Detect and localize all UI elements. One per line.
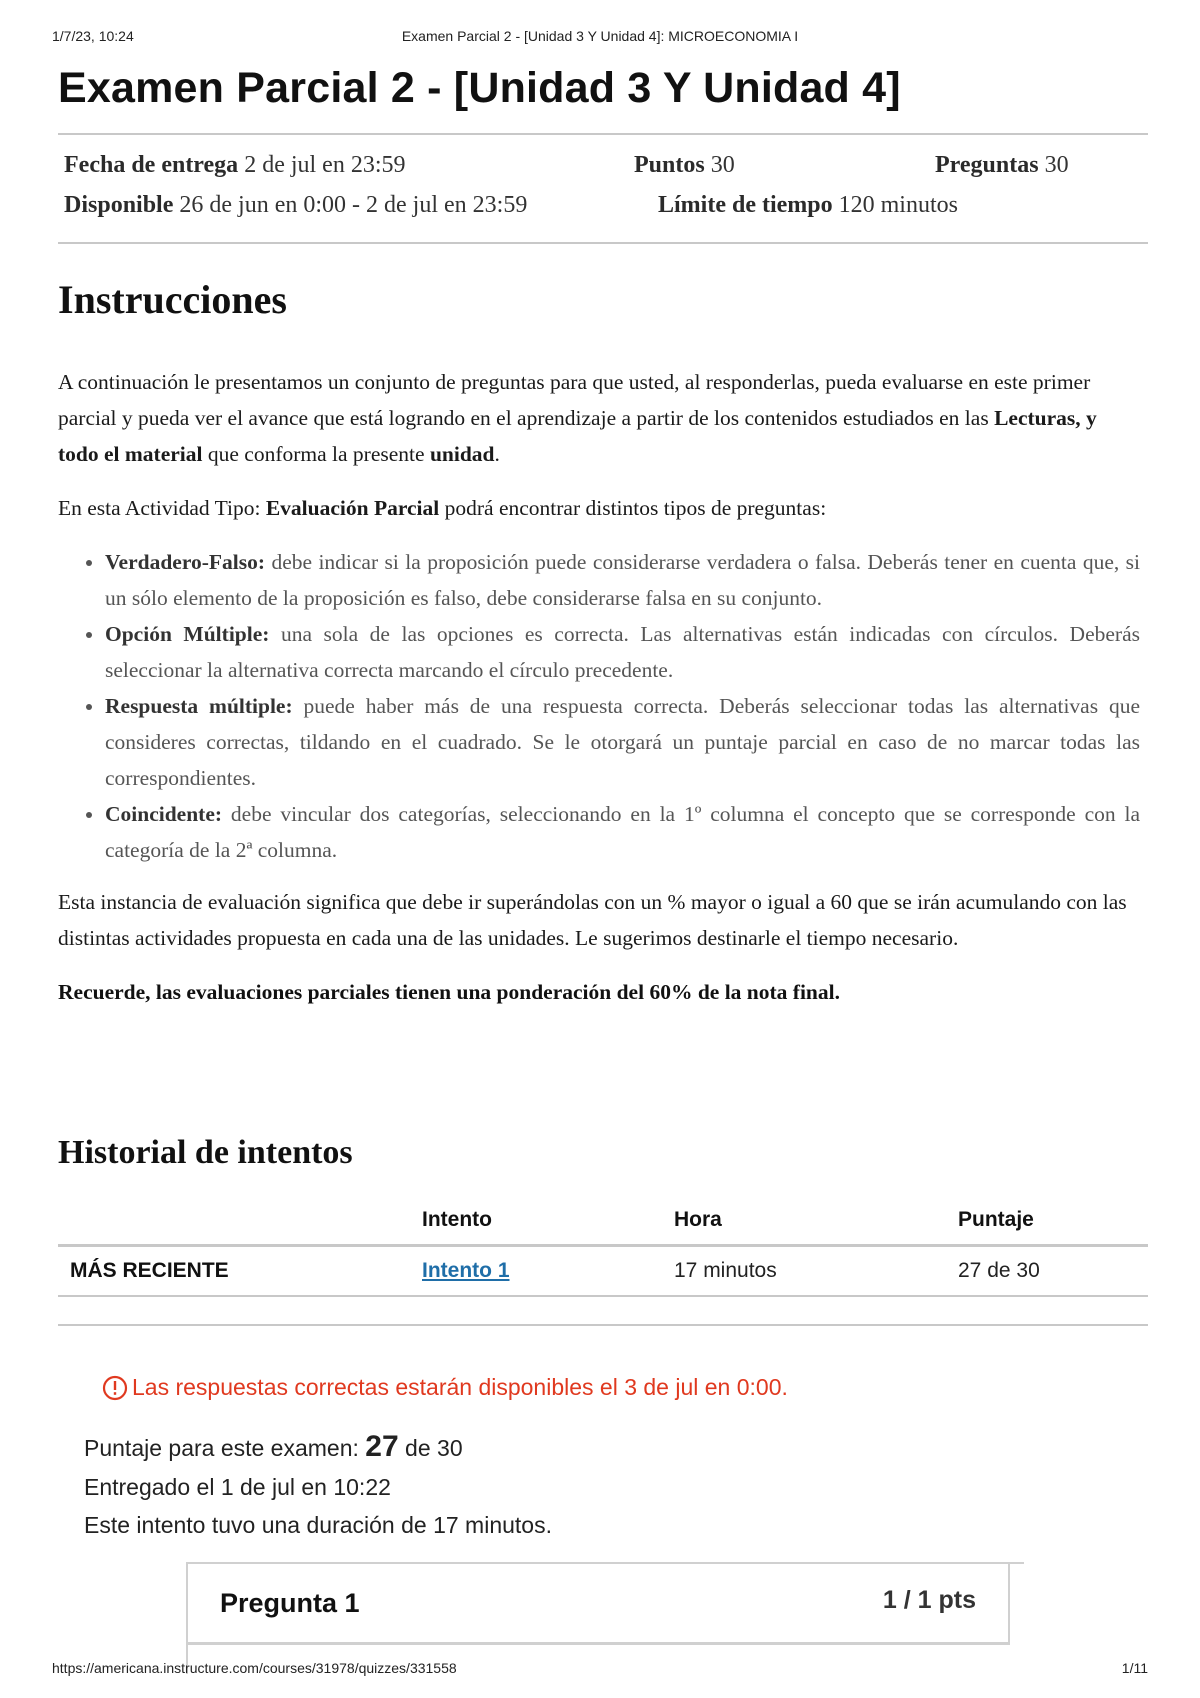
attempt-duration: Este intento tuvo una duración de 17 minutos. xyxy=(84,1512,552,1538)
notice-text: Las respuestas correctas estarán disponibles el 3 de jul en 0:00. xyxy=(132,1374,788,1400)
points-value: 30 xyxy=(710,152,735,178)
type-description: puede haber más de una respuesta correcta. Deberás seleccionar todas las alternativas que consideres correctas, tildando en el cuadrado. Se le otorgará un puntaje parcial en caso de no marcar todas las correspondientes. xyxy=(105,694,1140,790)
time-limit-label: Límite de tiempo xyxy=(658,192,833,218)
types-intro-text-2: podrá encontrar distintos tipos de preguntas: xyxy=(439,496,827,520)
column-header-attempt: Intento xyxy=(410,1196,662,1246)
divider-meta xyxy=(58,242,1148,244)
intro-text: A continuación le presentamos un conjunto de preguntas para que usted, al responderlas, pueda evaluarse en este primer parcial y pueda ver el avance que está logrando en el aprendizaje a partir de los contenidos estudiados en las xyxy=(58,370,1091,430)
history-heading: Historial de intentos xyxy=(58,1134,353,1171)
intro-text-2: que conforma la presente xyxy=(202,442,430,466)
intro-text-3: . xyxy=(494,442,500,466)
list-item xyxy=(105,688,1140,796)
print-page-number: 1/11 xyxy=(1121,1660,1148,1676)
types-intro-bold: Evaluación Parcial xyxy=(265,496,440,520)
table-header-row xyxy=(58,1196,1148,1246)
type-description: debe indicar si la proposición puede considerarse verdadera o falsa. Deberás tener en cuenta que, si un sólo elemento de la proposición es falso, debe considerarse falsa en su conjunto. xyxy=(105,550,1140,610)
quiz-due-date xyxy=(64,152,406,179)
print-datetime: 1/7/23, 10:24 xyxy=(52,28,134,44)
quiz-question-count xyxy=(935,152,1069,179)
list-item xyxy=(105,616,1140,688)
attempt-link[interactable]: Intento 1 xyxy=(422,1259,510,1282)
questions-label: Preguntas xyxy=(935,152,1039,178)
type-name: Respuesta múltiple: xyxy=(105,694,293,718)
intro-bold-unit: unidad xyxy=(429,442,495,466)
attempt-history-table xyxy=(58,1196,1148,1297)
available-label: Disponible xyxy=(64,192,174,218)
type-description: una sola de las opciones es correcta. Las alternativas están indicadas con círculos. Deberás seleccionar la alternativa correcta marcando el círculo precedente. xyxy=(105,622,1140,682)
divider-results xyxy=(58,1324,1148,1326)
question-points: 1 / 1 pts xyxy=(882,1586,976,1614)
time-limit-value: 120 minutos xyxy=(838,192,958,218)
attempt-cell xyxy=(410,1246,662,1297)
column-header-empty xyxy=(58,1196,410,1246)
questions-value: 30 xyxy=(1044,152,1069,178)
score-total: de 30 xyxy=(398,1435,463,1461)
instructions-paragraph-intro xyxy=(58,364,1140,472)
column-header-score: Puntaje xyxy=(946,1196,1148,1246)
print-footer xyxy=(52,1660,1148,1680)
divider-top xyxy=(58,133,1148,135)
quiz-points xyxy=(634,152,735,179)
print-document-title: Examen Parcial 2 - [Unidad 3 Y Unidad 4]: MICROECONOMIA I xyxy=(401,28,799,44)
points-label: Puntos xyxy=(634,152,705,178)
quiz-time-limit xyxy=(658,192,958,219)
type-name: Opción Múltiple: xyxy=(105,622,270,646)
page-title: Examen Parcial 2 - [Unidad 3 Y Unidad 4] xyxy=(58,64,901,112)
column-header-time: Hora xyxy=(662,1196,946,1246)
types-intro-text: En esta Actividad Tipo: xyxy=(58,496,266,520)
question-title: Pregunta 1 xyxy=(220,1588,360,1618)
submitted-at: Entregado el 1 de jul en 10:22 xyxy=(84,1474,391,1500)
score-label: Puntaje para este examen: xyxy=(84,1435,366,1461)
instructions-body xyxy=(58,364,1140,1028)
instructions-final-note: Recuerde, las evaluaciones parciales tienen una ponderación del 60% de la nota final. xyxy=(58,980,840,1004)
type-name: Coincidente: xyxy=(105,802,223,826)
row-label-latest: MÁS RECIENTE xyxy=(58,1246,410,1297)
due-value: 2 de jul en 23:59 xyxy=(244,152,406,178)
intro-bold-readings: Lecturas, y todo el material xyxy=(58,406,1097,466)
quiz-availability xyxy=(64,192,527,219)
question-card xyxy=(186,1562,1024,1674)
due-label: Fecha de entrega xyxy=(64,152,239,178)
instructions-heading: Instrucciones xyxy=(58,277,287,322)
list-item xyxy=(105,544,1140,616)
print-header xyxy=(52,28,1148,48)
exam-score xyxy=(84,1430,463,1464)
question-types-list xyxy=(58,544,1140,868)
instructions-paragraph-types xyxy=(58,490,1140,526)
available-value: 26 de jun en 0:00 - 2 de jul en 23:59 xyxy=(179,192,528,218)
score-value: 27 xyxy=(365,1430,399,1463)
type-description: debe vincular dos categorías, seleccionando en la 1º columna el concepto que se corresponde con la categoría de la 2ª columna. xyxy=(105,802,1140,862)
time-cell: 17 minutos xyxy=(662,1246,946,1297)
instructions-paragraph-grading: Esta instancia de evaluación significa que debe ir superándolas con un % mayor o igual a 60 que se irán acumulando con las distintas actividades propuesta en cada una de las unidades. Le sugerimos destinarle el tiempo necesario. xyxy=(58,890,1127,950)
warning-circle-icon xyxy=(102,1375,128,1401)
table-row xyxy=(58,1246,1148,1297)
answers-availability-notice xyxy=(102,1374,788,1401)
question-header xyxy=(188,1564,1010,1645)
type-name: Verdadero-Falso: xyxy=(105,550,266,574)
list-item xyxy=(105,796,1140,868)
score-cell: 27 de 30 xyxy=(946,1246,1148,1297)
print-url: https://americana.instructure.com/courses/31978/quizzes/331558 xyxy=(52,1660,457,1676)
